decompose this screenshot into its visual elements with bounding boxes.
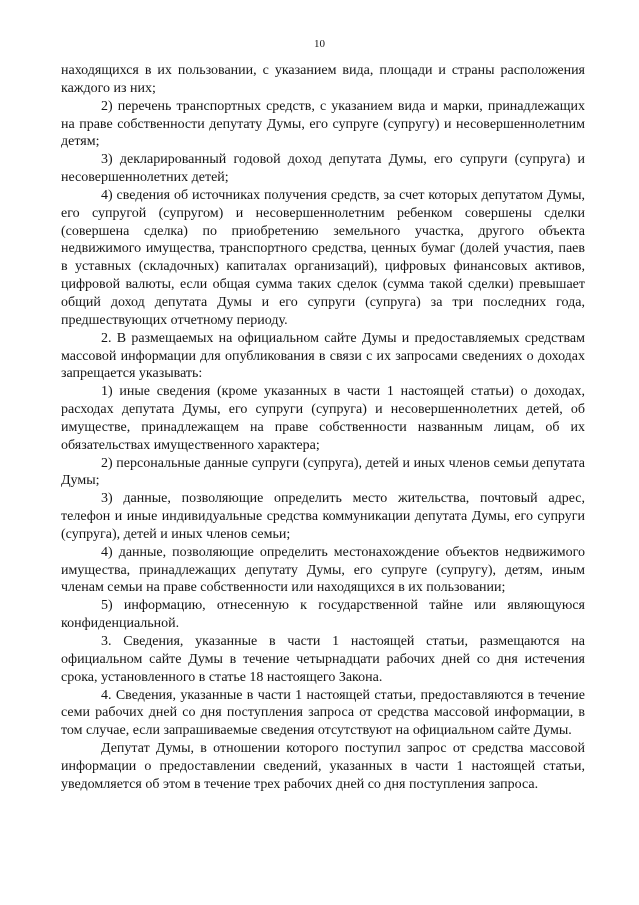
paragraph-part-2-prohibitions: 2. В размещаемых на официальном сайте Думы и предоставляемых средствам массовой информации для опубликования в связи с их запросами сведениях о доходах запрещается указывать: — [61, 330, 585, 382]
paragraph-item-3-income: 3) декларированный годовой доход депутата Думы, его супруги (супруга) и несовершеннолетних детей; — [61, 152, 585, 186]
document-body — [61, 62, 585, 794]
paragraph-part-4-media-requests: 4. Сведения, указанные в части 1 настоящей статьи, предоставляются в течение семи рабочих дней со дня поступления запроса от средства массовой информации, в том случае, если запрашиваемые сведения отсутствуют на официальном сайте Думы. — [61, 687, 585, 739]
paragraph-part-3-publication: 3. Сведения, указанные в части 1 настоящей статьи, размещаются на официальном сайте Думы в течение четырнадцати рабочих дней со дня истечения срока, установленного в статье 18 настоящего Закона. — [61, 634, 585, 685]
paragraph-item-4-sources: 4) сведения об источниках получения средств, за счет которых депутатом Думы, его супругой (супругом) и несовершеннолетним ребенком совершены сделки (совершена сделка) по приобретению земельного участка, другого объекта недвижимого имущества, транспортного средства, ценных бумаг (долей участия, паев в уставных (складочных) капиталах организаций), цифровых финансовых активов, цифровой валюты, если общая сумма таких сделок (сумма такой сделки) превышает общий доход депутата Думы и его супруги (супруга) за три последних года, предшествующих отчетному периоду. — [61, 187, 585, 328]
page-number: 10 — [314, 38, 325, 50]
paragraph-prohibition-1: 1) иные сведения (кроме указанных в части 1 настоящей статьи) о доходах, расходах депутата Думы, его супруги (супруга) и несовершеннолетних детей, об имуществе, принадлежащем на праве собственности названным лицам, об их обязательствах имущественного характера; — [61, 384, 585, 453]
paragraph-prohibition-4: 4) данные, позволяющие определить местонахождение объектов недвижимого имущества, принадлежащих депутату Думы, его супруге (супругу), детям, иным членам семьи на праве собственности или находящихся в их пользовании; — [61, 544, 585, 596]
paragraph-notification: Депутат Думы, в отношении которого поступил запрос от средства массовой информации о предоставлении сведений, указанных в части 1 настоящей статьи, уведомляется об этом в течение трех рабочих дней со дня поступления запроса. — [61, 741, 585, 792]
paragraph-prohibition-3: 3) данные, позволяющие определить место жительства, почтовый адрес, телефон и иные индивидуальные средства коммуникации депутата Думы, его супруги (супруга), детей и иных членов семьи; — [61, 491, 585, 542]
paragraph-continuation: находящихся в их пользовании, с указанием вида, площади и страны расположения каждого из них; — [61, 63, 585, 96]
paragraph-prohibition-5: 5) информацию, отнесенную к государственной тайне или являющуюся конфиденциальной. — [61, 598, 585, 632]
paragraph-item-2-vehicles: 2) перечень транспортных средств, с указанием вида и марки, принадлежащих на праве собственности депутату Думы, его супруге (супругу) и несовершеннолетним детям; — [61, 98, 585, 150]
paragraph-prohibition-2: 2) персональные данные супруги (супруга), детей и иных членов семьи депутата Думы; — [61, 455, 585, 489]
